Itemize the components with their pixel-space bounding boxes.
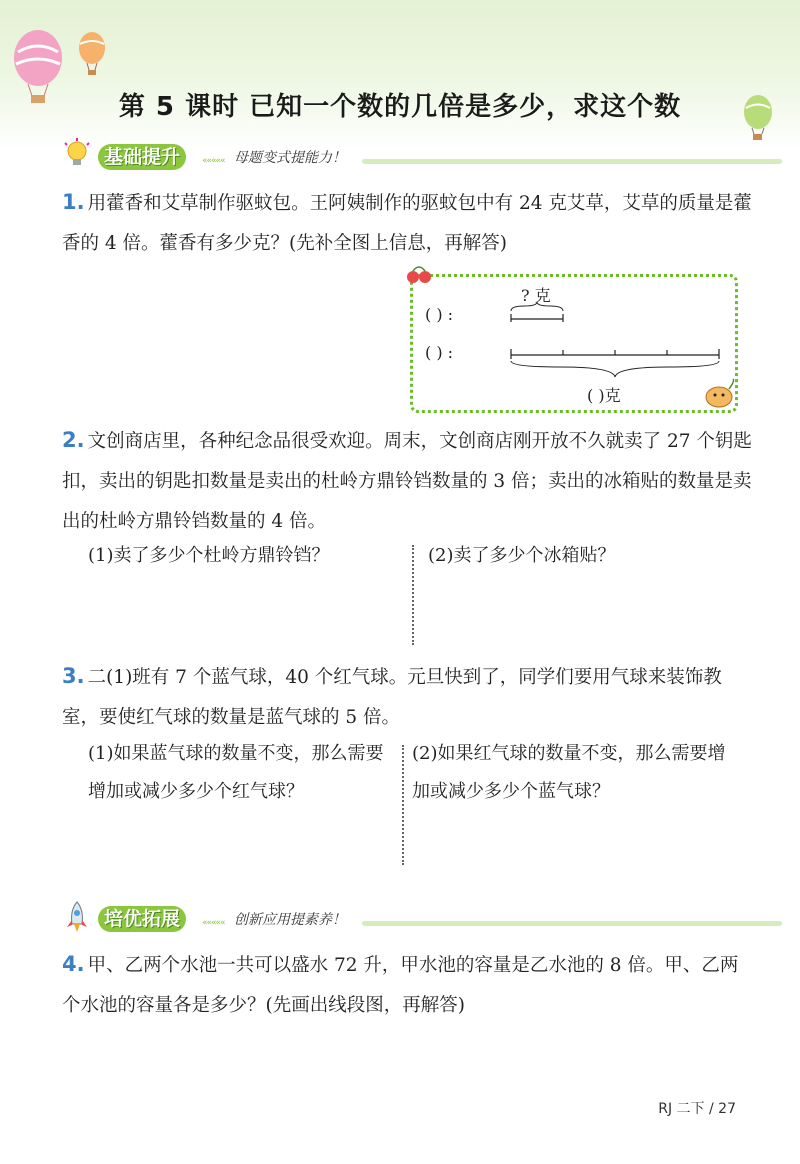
row2-label: ( ) : (425, 343, 454, 362)
question-text: 二(1)班有 7 个蓝气球，40 个红气球。元旦快到了，同学们要用气球来装饰教室，要使红气球的数量是蓝气球的 5 倍。 (62, 667, 722, 728)
page-footer: RJ 二下 / 27 (658, 1101, 736, 1117)
question-number: 1. (62, 190, 85, 214)
section-badge: 基础提升 (98, 144, 186, 170)
question-text: 甲、乙两个水池一共可以盛水 72 升，甲水池的容量是乙水池的 8 倍。甲、乙两个水池的容量各是多少？(先画出线段图，再解答) (62, 955, 739, 1016)
header-decoration (0, 0, 800, 150)
question-number: 4. (62, 952, 85, 976)
row1-segment (509, 311, 569, 323)
balloon-icon (79, 32, 105, 75)
rocket-icon (62, 900, 92, 934)
total-grams-label: ( )克 (587, 386, 621, 405)
question-1 (62, 182, 752, 264)
question-number: 2. (62, 428, 85, 452)
row1-label: ( ) : (425, 305, 454, 324)
question-2-part-1: (1)卖了多少个杜岭方鼎铃铛？ (88, 545, 330, 566)
dots-decoration: ««««« (202, 918, 225, 928)
question-text: 文创商店里，各种纪念品很受欢迎。周末，文创商店刚开放不久就卖了 27 个钥匙扣，卖出的钥匙扣数量是卖出的杜岭方鼎铃铛数量的 3 倍；卖出的冰箱贴的数量是卖出的杜岭方鼎铃铛数量的 4 倍。 (62, 431, 752, 532)
question-3 (62, 656, 752, 738)
unknown-grams-label: ? 克 (521, 286, 551, 305)
section-advanced (62, 906, 762, 932)
question-3-part-2: (2)如果红气球的数量不变，那么需要增加或减少多少个蓝气球？ (412, 743, 726, 802)
row2-segment (509, 347, 723, 381)
leaf-character-icon (703, 377, 739, 411)
question-text: 用藿香和艾草制作驱蚊包。王阿姨制作的驱蚊包中有 24 克艾草，艾草的质量是藿香的 4 倍。藿香有多少克？(先补全图上信息，再解答) (62, 193, 752, 254)
section-divider (362, 159, 782, 164)
dots-decoration: ««««« (202, 156, 225, 166)
section-slogan: 创新应用提素养！ (234, 912, 346, 928)
question-2 (62, 420, 752, 542)
answer-divider (402, 745, 404, 865)
cherry-icon (405, 263, 435, 285)
question-3-part-1: (1)如果蓝气球的数量不变，那么需要增加或减少多少个红气球？ (88, 743, 384, 802)
question-number: 3. (62, 664, 85, 688)
answer-divider (412, 545, 414, 645)
section-divider (362, 921, 782, 926)
question-4 (62, 944, 752, 1026)
section-basic (62, 144, 762, 170)
page-title: 第 5 课时 已知一个数的几倍是多少，求这个数 (118, 92, 682, 122)
section-badge: 培优拓展 (98, 906, 186, 932)
line-segment-diagram (410, 274, 738, 413)
section-slogan: 母题变式提能力！ (234, 150, 346, 166)
lightbulb-icon (62, 138, 92, 172)
question-2-part-2: (2)卖了多少个冰箱贴？ (428, 545, 616, 566)
